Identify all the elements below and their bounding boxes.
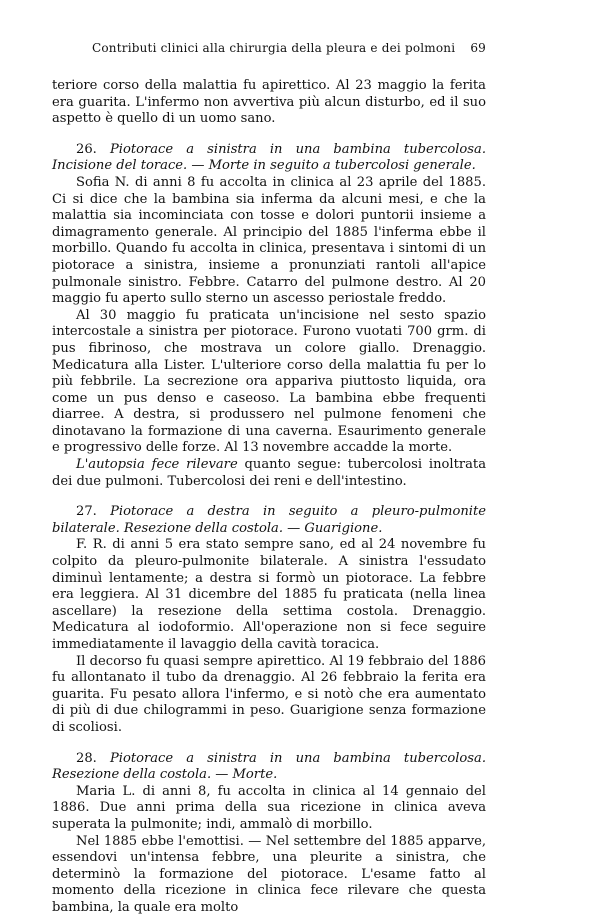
continued-paragraph: teriore corso della malattia fu apirettico. Al 23 maggio la ferita era guarita. L'infermo non avvertiva più alcun disturbo, ed il suo aspetto è quello di un uomo sano.	[52, 78, 486, 127]
case-title	[52, 142, 486, 175]
case-number: 26.	[76, 141, 97, 157]
case-number: 27.	[76, 504, 97, 520]
case-28	[52, 751, 486, 917]
autopsy-paragraph	[52, 457, 486, 490]
case-paragraph: Nel 1885 ebbe l'emottisi. — Nel settembre del 1885 apparve, essendovi un'intensa febbre, una pleurite a sinistra, che determinò la formazione del piotorace. L'esame fatto al momento della ricezione in clinica fece rilevare che questa bambina, la quale era molto	[52, 833, 486, 915]
case-26	[52, 142, 486, 490]
case-paragraph: F. R. di anni 5 era stato sempre sano, ed al 24 novembre fu colpito da pleuro-pulmonite bilaterale. A sinistra l'essudato diminuì lentamente; a destra si formò un piotorace. La febbre era leggiera. Al 31 dicembre del 1885 fu praticata (nella linea ascellare) la resezione della settima costola. Drenaggio. Medicatura al iodoformio. All'operazione non si fece seguire immediatamente il lavaggio della cavità toracica.	[52, 537, 486, 652]
case-27	[52, 504, 486, 736]
case-paragraph: Il decorso fu quasi sempre apirettico. Al 19 febbraio del 1886 fu allontanato il tubo da drenaggio. Al 26 febbraio la ferita era guarita. Fu pesato allora l'infermo, e si notò che era aumentato di più di due chilogrammi in peso. Guarigione senza formazione di scoliosi.	[52, 653, 486, 735]
case-title-text: Piotorace a sinistra in una bambina tubercolosa. Resezione della costola. — Morte.	[52, 750, 486, 783]
case-title-text: Piotorace a sinistra in una bambina tubercolosa. Incisione del torace. — Morte in seguito a tubercolosi generale.	[52, 141, 486, 174]
case-paragraph: Sofia N. di anni 8 fu accolta in clinica al 23 aprile del 1885. Ci si dice che la bambina sia inferma da alcuni mesi, e che la malattia sia incominciata con tosse e dolori puntorii insieme a dimagramento generale. Al principio del 1885 l'inferma ebbe il morbillo. Quando fu accolta in clinica, presentava i sintomi di un piotorace a sinistra, insieme a pronunziati rantoli all'apice pulmonale sinistro. Febbre. Catarro del pulmone destro. Al 20 maggio fu aperto sullo sterno un ascesso periostale freddo.	[52, 174, 486, 307]
page-number: 69	[470, 41, 486, 55]
running-title: Contributi clinici alla chirurgia della pleura e dei polmoni	[92, 41, 456, 55]
book-page	[52, 40, 486, 917]
case-title-text: Piotorace a destra in seguito a pleuro-pulmonite bilaterale. Resezione della costola. — Guarigione.	[52, 504, 486, 536]
case-paragraph: Maria L. di anni 8, fu accolta in clinica al 14 gennaio del 1886. Due anni prima della sua ricezione in clinica aveva superata la pulmonite; indi, ammalò di morbillo.	[52, 783, 486, 832]
case-title	[52, 751, 486, 784]
autopsy-text: quanto segue: tubercolosi inoltrata dei due pulmoni. Tubercolosi dei reni e dell'intestino.	[52, 457, 486, 489]
case-paragraph: Al 30 maggio fu praticata un'incisione nel sesto spazio intercostale a sinistra per piotorace. Furono vuotati 700 grm. di pus fibrinoso, che mostrava un colore giallo. Drenaggio. Medicatura alla Lister. L'ulteriore corso della malattia fu per lo più febbrile. La secrezione ora appariva piuttosto liquida, ora come un pus denso e caseoso. La bambina ebbe frequenti diarree. A destra, si produsserо nel pulmone fenomeni che dinotavano la formazione di una caverna. Esaurimento generale e progressivo delle forze. Al 13 novembre accadde la morte.	[52, 307, 486, 456]
case-title	[52, 504, 486, 537]
case-number: 28.	[76, 750, 97, 766]
autopsy-lead: L'autopsia fece rilevare	[76, 457, 238, 473]
running-header	[52, 40, 486, 56]
